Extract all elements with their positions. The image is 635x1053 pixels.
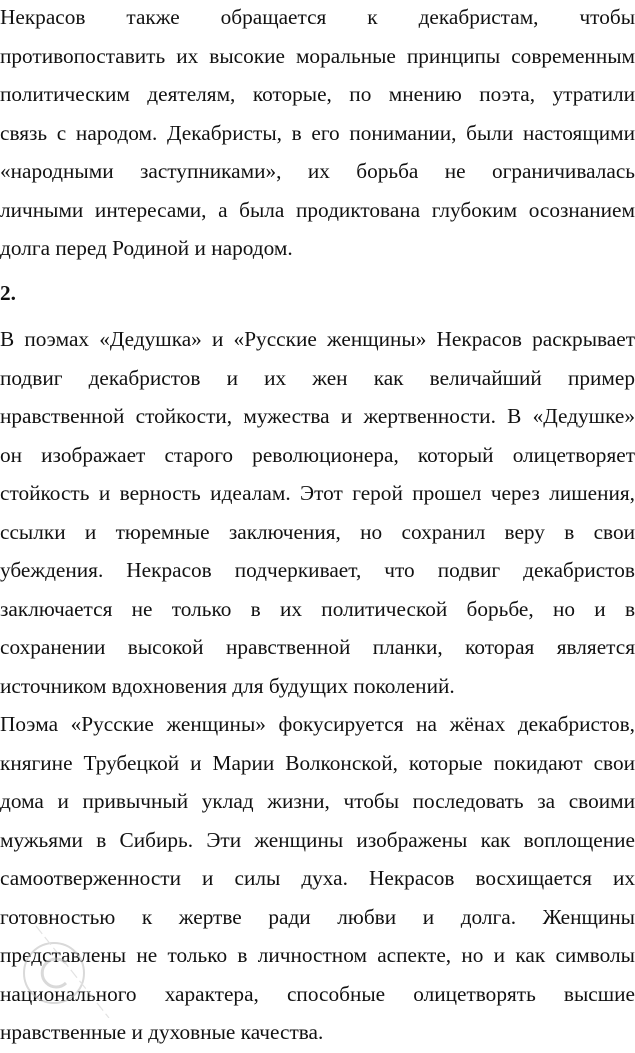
text-line: противопоставить их высокие моральные принципы современным: [0, 43, 635, 68]
text-line: политическим деятелям, которые, по мнению поэта, утратили: [0, 82, 635, 106]
paragraph-1: [0, 0, 635, 268]
paragraph-3: [0, 705, 635, 1052]
text-line: «народными заступниками», их борьба не ограничивалась: [0, 159, 635, 183]
text-line: подвиг декабристов и их жен как величайший пример: [0, 365, 635, 390]
text-line: связь с народом. Декабристы, в его понимании, были настоящими: [0, 120, 635, 145]
text-line: представлены не только в личностном аспекте, но и как символы: [0, 943, 635, 967]
text-line: национального характера, способные олицетворять высшие: [0, 981, 635, 1006]
paragraph-2: [0, 320, 635, 705]
text-line: дома и привычный уклад жизни, чтобы последовать за своими: [0, 789, 635, 813]
text-line: Некрасов также обращается к декабристам, чтобы: [0, 5, 635, 29]
text-line: долга перед Родиной и народом.: [0, 236, 293, 260]
text-line: он изображает старого революционера, который олицетворяет: [0, 442, 635, 467]
section-heading: 2.: [0, 280, 16, 305]
text-line: самоотверженности и силы духа. Некрасов восхищается их: [0, 866, 635, 890]
text-line: Поэма «Русские женщины» фокусируется на жёнах декабристов,: [0, 712, 635, 736]
text-line: сохранении высокой нравственной планки, которая является: [0, 635, 635, 659]
text-line: княгине Трубецкой и Марии Волконской, которые покидают свои: [0, 750, 635, 775]
text-line: убеждения. Некрасов подчеркивает, что подвиг декабристов: [0, 558, 635, 582]
text-line: ссылки и тюремные заключения, но сохранил веру в свои: [0, 519, 635, 544]
text-line: мужьями в Сибирь. Эти женщины изображены как воплощение: [0, 827, 635, 852]
text-line: источником вдохновения для будущих поколений.: [0, 673, 455, 698]
text-line: В поэмах «Дедушка» и «Русские женщины» Некрасов раскрывает: [0, 327, 635, 351]
text-line: личными интересами, а была продиктована глубоким осознанием: [0, 197, 635, 222]
text-line: готовностью к жертве ради любви и долга. Женщины: [0, 904, 635, 929]
text-line: заключается не только в их политической борьбе, но и в: [0, 596, 635, 621]
text-line: нравственной стойкости, мужества и жертвенности. В «Дедушке»: [0, 404, 635, 428]
text-line: стойкость и верность идеалам. Этот герой прошел через лишения,: [0, 481, 635, 505]
text-line: нравственные и духовные качества.: [0, 1020, 324, 1044]
